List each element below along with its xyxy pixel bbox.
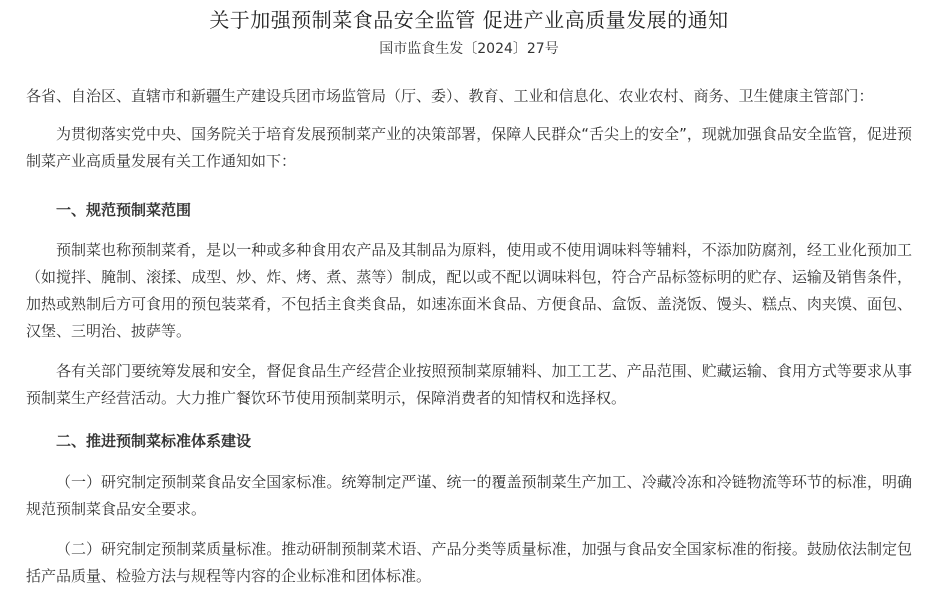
document-number: 国市监食生发〔2024〕27号 (379, 41, 559, 57)
section-1-paragraph-1: 预制菜也称预制菜肴，是以一种或多种食用农产品及其制品为原料，使用或不使用调味料等辅料，不添加防腐剂，经工业化预加工（如搅拌、腌制、滚揉、成型、炒、炸、烤、煮、蒸等）制成，配以或不配以调味料包，符合产品标签标明的贮存、运输及销售条件，加热或熟制后方可食用的预包装菜肴，不包括主食类食品，如速冻面米食品、方便食品、盒饭、盖浇饭、馒头、糕点、肉夹馍、面包、汉堡、三明治、披萨等。 (26, 241, 912, 340)
section-2-paragraph-1: （一）研究制定预制菜食品安全国家标准。统筹制定严谨、统一的覆盖预制菜生产加工、冷藏冷冻和冷链物流等环节的标准，明确规范预制菜食品安全要求。 (26, 473, 912, 518)
section-2-heading: 二、推进预制菜标准体系建设 (56, 432, 252, 450)
section-2-paragraph-2: （二）研究制定预制菜质量标准。推动研制预制菜术语、产品分类等质量标准，加强与食品安全国家标准的衔接。鼓励依法制定包括产品质量、检验方法与规程等内容的企业标准和团体标准。 (26, 540, 912, 585)
intro-paragraph: 为贯彻落实党中央、国务院关于培育发展预制菜产业的决策部署，保障人民群众“舌尖上的安全”，现就加强食品安全监管，促进预制菜产业高质量发展有关工作通知如下： (26, 125, 912, 170)
section-1-heading: 一、规范预制菜范围 (56, 201, 192, 219)
section-1-paragraph-2: 各有关部门要统筹发展和安全，督促食品生产经营企业按照预制菜原辅料、加工工艺、产品范围、贮藏运输、食用方式等要求从事预制菜生产经营活动。大力推广餐饮环节使用预制菜明示，保障消费者的知情权和选择权。 (26, 362, 912, 407)
document-title: 关于加强预制菜食品安全监管 促进产业高质量发展的通知 (209, 8, 729, 32)
salutation: 各省、自治区、直辖市和新疆生产建设兵团市场监管局（厅、委）、教育、工业和信息化、农业农村、商务、卫生健康主管部门： (26, 87, 874, 105)
